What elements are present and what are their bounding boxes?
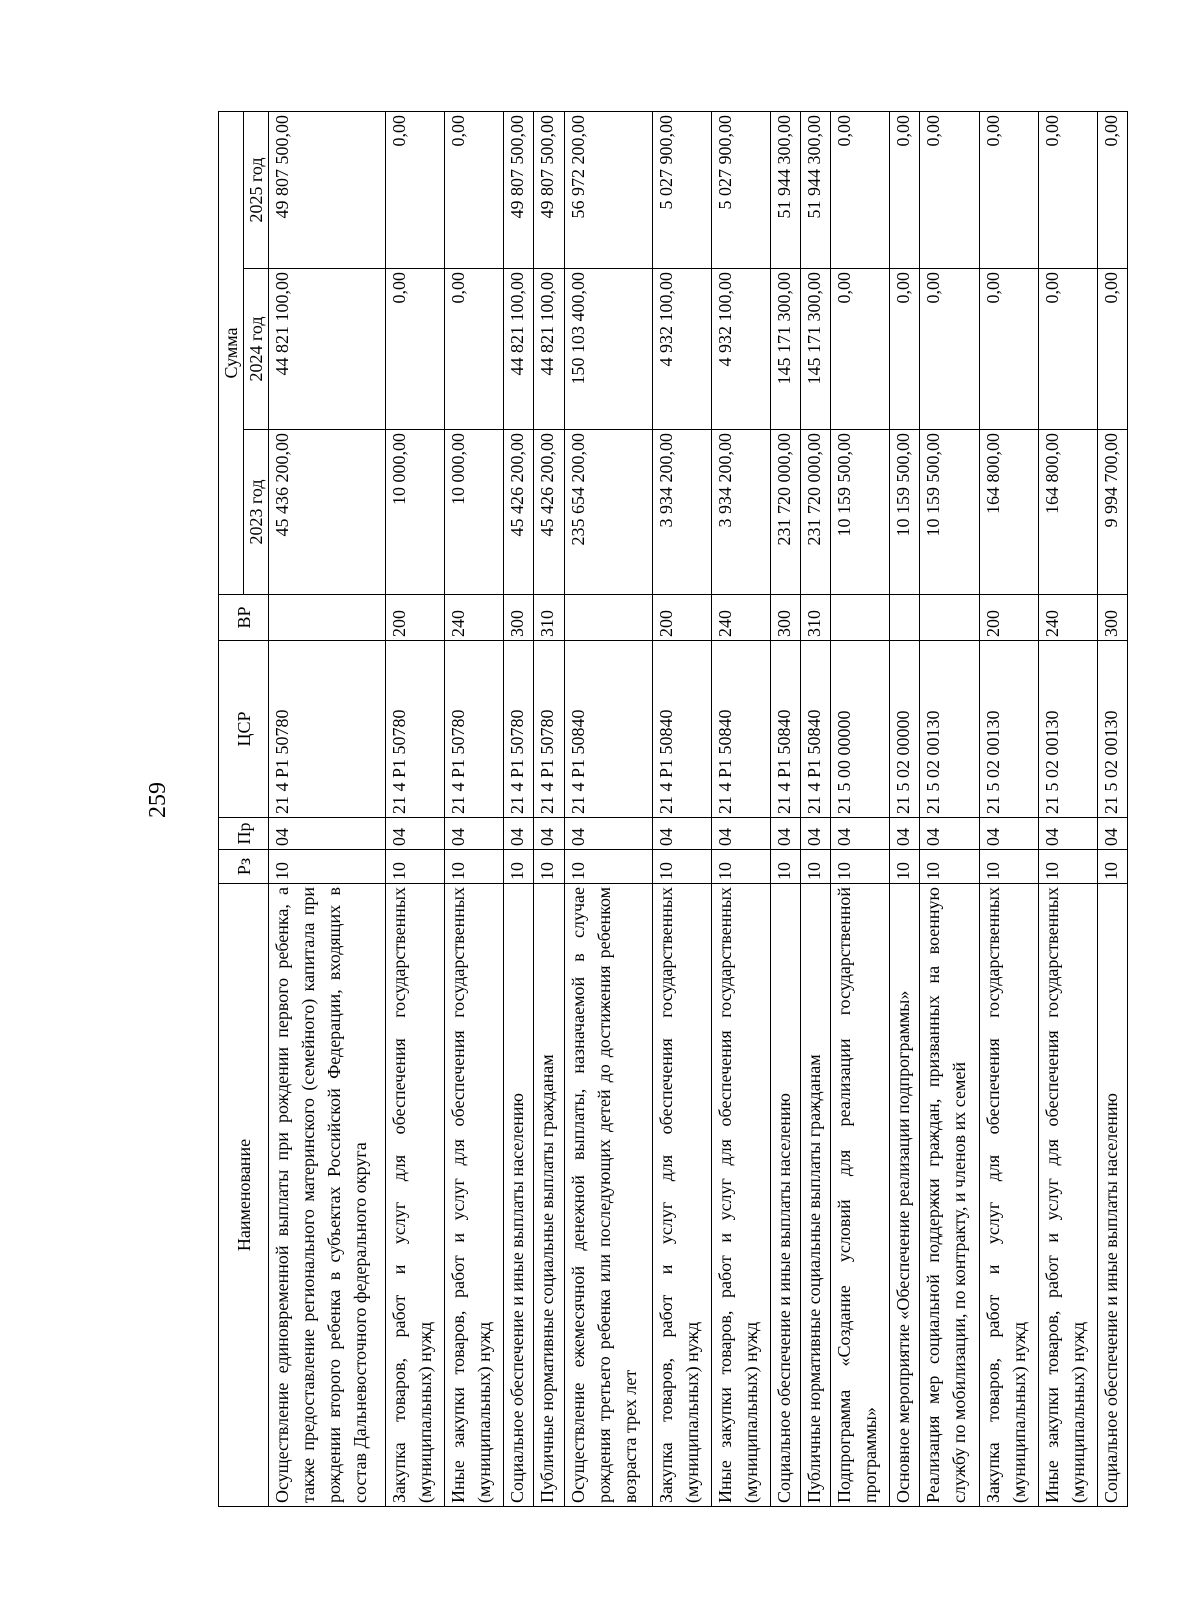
cell-csr: 21 4 P1 50840 <box>564 641 652 818</box>
budget-table <box>218 111 1128 1507</box>
budget-table-container <box>218 112 1128 1507</box>
cell-2023: 231 720 000,00 <box>801 430 831 595</box>
table-row <box>1097 111 1127 1506</box>
cell-vr: 240 <box>1038 595 1097 641</box>
cell-rz: 10 <box>534 850 564 884</box>
cell-vr: 240 <box>445 595 504 641</box>
table-row <box>534 111 564 1506</box>
header-sum: Сумма <box>219 111 244 594</box>
header-rz: Рз <box>219 850 269 884</box>
cell-vr: 200 <box>386 595 445 641</box>
cell-rz: 10 <box>711 850 770 884</box>
cell-pr: 04 <box>269 818 386 850</box>
cell-2025: 49 807 500,00 <box>504 111 534 268</box>
cell-name: Реализация мер социальной поддержки граждан, призванных на военную службу по мобилизации, по контракту, и членов их семей <box>920 884 979 1507</box>
cell-2025: 0,00 <box>1097 111 1127 268</box>
header-2024: 2024 год <box>244 269 269 430</box>
cell-2025: 5 027 900,00 <box>711 111 770 268</box>
table-row <box>564 111 652 1506</box>
page-number <box>138 770 178 830</box>
cell-pr: 04 <box>801 818 831 850</box>
cell-rz: 10 <box>1097 850 1127 884</box>
cell-csr: 21 5 02 00130 <box>1038 641 1097 818</box>
cell-pr: 04 <box>890 818 920 850</box>
cell-2023: 10 000,00 <box>445 430 504 595</box>
cell-pr: 04 <box>445 818 504 850</box>
cell-vr: 310 <box>801 595 831 641</box>
table-row <box>504 111 534 1506</box>
cell-vr: 300 <box>504 595 534 641</box>
cell-2024: 44 821 100,00 <box>269 269 386 430</box>
cell-pr: 04 <box>652 818 711 850</box>
cell-2023: 9 994 700,00 <box>1097 430 1127 595</box>
cell-2023: 45 436 200,00 <box>269 430 386 595</box>
cell-name: Закупка товаров, работ и услуг для обеспечения государственных (муниципальных) нужд <box>652 884 711 1507</box>
cell-name: Закупка товаров, работ и услуг для обеспечения государственных (муниципальных) нужд <box>386 884 445 1507</box>
table-row <box>801 111 831 1506</box>
header-name: Наименование <box>219 884 269 1507</box>
cell-2025: 49 807 500,00 <box>269 111 386 268</box>
cell-2024: 0,00 <box>831 269 890 430</box>
cell-csr: 21 4 P1 50840 <box>711 641 770 818</box>
cell-rz: 10 <box>1038 850 1097 884</box>
cell-vr <box>269 595 386 641</box>
cell-vr: 300 <box>1097 595 1127 641</box>
cell-name: Закупка товаров, работ и услуг для обеспечения государственных (муниципальных) нужд <box>979 884 1038 1507</box>
cell-2024: 0,00 <box>979 269 1038 430</box>
cell-2024: 4 932 100,00 <box>652 269 711 430</box>
table-header-row <box>219 111 244 1506</box>
cell-name: Осуществление единовременной выплаты при рождении первого ребенка, а также предоставление регионального материнского (семейного) капитала при рождении второго ребенка в субъектах Российской Федерации, входящих в состав Дальневосточного федерального округа <box>269 884 386 1507</box>
cell-2025: 0,00 <box>1038 111 1097 268</box>
cell-2023: 45 426 200,00 <box>504 430 534 595</box>
cell-rz: 10 <box>770 850 800 884</box>
cell-rz: 10 <box>445 850 504 884</box>
cell-vr: 200 <box>979 595 1038 641</box>
cell-csr: 21 4 P1 50780 <box>534 641 564 818</box>
table-row <box>445 111 504 1506</box>
cell-2025: 51 944 300,00 <box>801 111 831 268</box>
cell-2023: 3 934 200,00 <box>652 430 711 595</box>
cell-name: Осуществление ежемесячной денежной выплаты, назначаемой в случае рождения третьего ребенка или последующих детей до достижения ребенком возраста трех лет <box>564 884 652 1507</box>
cell-2024: 0,00 <box>445 269 504 430</box>
cell-2024: 0,00 <box>386 269 445 430</box>
cell-2023: 10 159 500,00 <box>831 430 890 595</box>
cell-2025: 0,00 <box>386 111 445 268</box>
cell-csr: 21 4 P1 50780 <box>269 641 386 818</box>
cell-2024: 0,00 <box>1097 269 1127 430</box>
cell-rz: 10 <box>979 850 1038 884</box>
cell-rz: 10 <box>269 850 386 884</box>
cell-name: Социальное обеспечение и иные выплаты населению <box>504 884 534 1507</box>
cell-2024: 0,00 <box>890 269 920 430</box>
header-csr: ЦСР <box>219 641 269 818</box>
cell-2025: 5 027 900,00 <box>652 111 711 268</box>
cell-rz: 10 <box>920 850 979 884</box>
cell-csr: 21 5 02 00130 <box>1097 641 1127 818</box>
cell-vr <box>564 595 652 641</box>
cell-pr: 04 <box>1038 818 1097 850</box>
cell-csr: 21 5 02 00130 <box>979 641 1038 818</box>
cell-csr: 21 4 P1 50780 <box>504 641 534 818</box>
table-body <box>269 111 1128 1506</box>
table-row <box>920 111 979 1506</box>
cell-rz: 10 <box>831 850 890 884</box>
cell-csr: 21 4 P1 50780 <box>386 641 445 818</box>
cell-csr: 21 5 02 00130 <box>920 641 979 818</box>
cell-rz: 10 <box>386 850 445 884</box>
cell-csr: 21 4 P1 50840 <box>801 641 831 818</box>
cell-name: Социальное обеспечение и иные выплаты населению <box>770 884 800 1507</box>
cell-2023: 10 159 500,00 <box>890 430 920 595</box>
cell-pr: 04 <box>979 818 1038 850</box>
cell-2024: 44 821 100,00 <box>504 269 534 430</box>
header-pr: Пр <box>219 818 269 850</box>
cell-2025: 51 944 300,00 <box>770 111 800 268</box>
cell-pr: 04 <box>386 818 445 850</box>
cell-pr: 04 <box>770 818 800 850</box>
cell-csr: 21 4 P1 50780 <box>445 641 504 818</box>
cell-vr <box>890 595 920 641</box>
cell-name: Публичные нормативные социальные выплаты гражданам <box>534 884 564 1507</box>
table-row <box>386 111 445 1506</box>
table-row <box>770 111 800 1506</box>
cell-2023: 231 720 000,00 <box>770 430 800 595</box>
cell-pr: 04 <box>711 818 770 850</box>
cell-rz: 10 <box>801 850 831 884</box>
table-row <box>1038 111 1097 1506</box>
cell-pr: 04 <box>504 818 534 850</box>
cell-name: Основное мероприятие «Обеспечение реализации подпрограммы» <box>890 884 920 1507</box>
cell-rz: 10 <box>890 850 920 884</box>
header-2023: 2023 год <box>244 430 269 595</box>
cell-pr: 04 <box>534 818 564 850</box>
cell-rz: 10 <box>564 850 652 884</box>
cell-rz: 10 <box>652 850 711 884</box>
cell-vr <box>920 595 979 641</box>
cell-vr: 240 <box>711 595 770 641</box>
cell-2023: 164 800,00 <box>1038 430 1097 595</box>
cell-name: Иные закупки товаров, работ и услуг для обеспечения государственных (муниципальных) нужд <box>445 884 504 1507</box>
cell-2024: 44 821 100,00 <box>534 269 564 430</box>
header-vr: ВР <box>219 595 269 641</box>
cell-pr: 04 <box>564 818 652 850</box>
table-row <box>269 111 386 1506</box>
cell-2023: 10 000,00 <box>386 430 445 595</box>
table-row <box>831 111 890 1506</box>
cell-csr: 21 4 P1 50840 <box>770 641 800 818</box>
cell-2025: 0,00 <box>445 111 504 268</box>
cell-2023: 235 654 200,00 <box>564 430 652 595</box>
cell-csr: 21 4 P1 50840 <box>652 641 711 818</box>
cell-2023: 164 800,00 <box>979 430 1038 595</box>
cell-pr: 04 <box>920 818 979 850</box>
cell-2025: 0,00 <box>831 111 890 268</box>
table-row <box>652 111 711 1506</box>
table-row <box>979 111 1038 1506</box>
cell-2024: 0,00 <box>1038 269 1097 430</box>
cell-2025: 0,00 <box>890 111 920 268</box>
cell-rz: 10 <box>504 850 534 884</box>
cell-2024: 0,00 <box>920 269 979 430</box>
cell-2024: 150 103 400,00 <box>564 269 652 430</box>
cell-2024: 4 932 100,00 <box>711 269 770 430</box>
cell-2023: 3 934 200,00 <box>711 430 770 595</box>
cell-2025: 0,00 <box>979 111 1038 268</box>
page-number-text: 259 <box>145 782 171 818</box>
cell-2025: 0,00 <box>920 111 979 268</box>
cell-pr: 04 <box>831 818 890 850</box>
header-2025: 2025 год <box>244 111 269 268</box>
cell-name: Социальное обеспечение и иные выплаты населению <box>1097 884 1127 1507</box>
table-row <box>711 111 770 1506</box>
cell-2024: 145 171 300,00 <box>770 269 800 430</box>
cell-vr: 310 <box>534 595 564 641</box>
cell-vr: 300 <box>770 595 800 641</box>
cell-name: Иные закупки товаров, работ и услуг для обеспечения государственных (муниципальных) нужд <box>1038 884 1097 1507</box>
cell-2023: 45 426 200,00 <box>534 430 564 595</box>
cell-csr: 21 5 02 00000 <box>890 641 920 818</box>
cell-vr <box>831 595 890 641</box>
cell-2025: 49 807 500,00 <box>534 111 564 268</box>
cell-name: Подпрограмма «Создание условий для реализации государственной программы» <box>831 884 890 1507</box>
cell-2024: 145 171 300,00 <box>801 269 831 430</box>
cell-2025: 56 972 200,00 <box>564 111 652 268</box>
cell-2023: 10 159 500,00 <box>920 430 979 595</box>
cell-vr: 200 <box>652 595 711 641</box>
cell-csr: 21 5 00 00000 <box>831 641 890 818</box>
cell-pr: 04 <box>1097 818 1127 850</box>
cell-name: Иные закупки товаров, работ и услуг для обеспечения государственных (муниципальных) нужд <box>711 884 770 1507</box>
table-row <box>890 111 920 1506</box>
cell-name: Публичные нормативные социальные выплаты гражданам <box>801 884 831 1507</box>
